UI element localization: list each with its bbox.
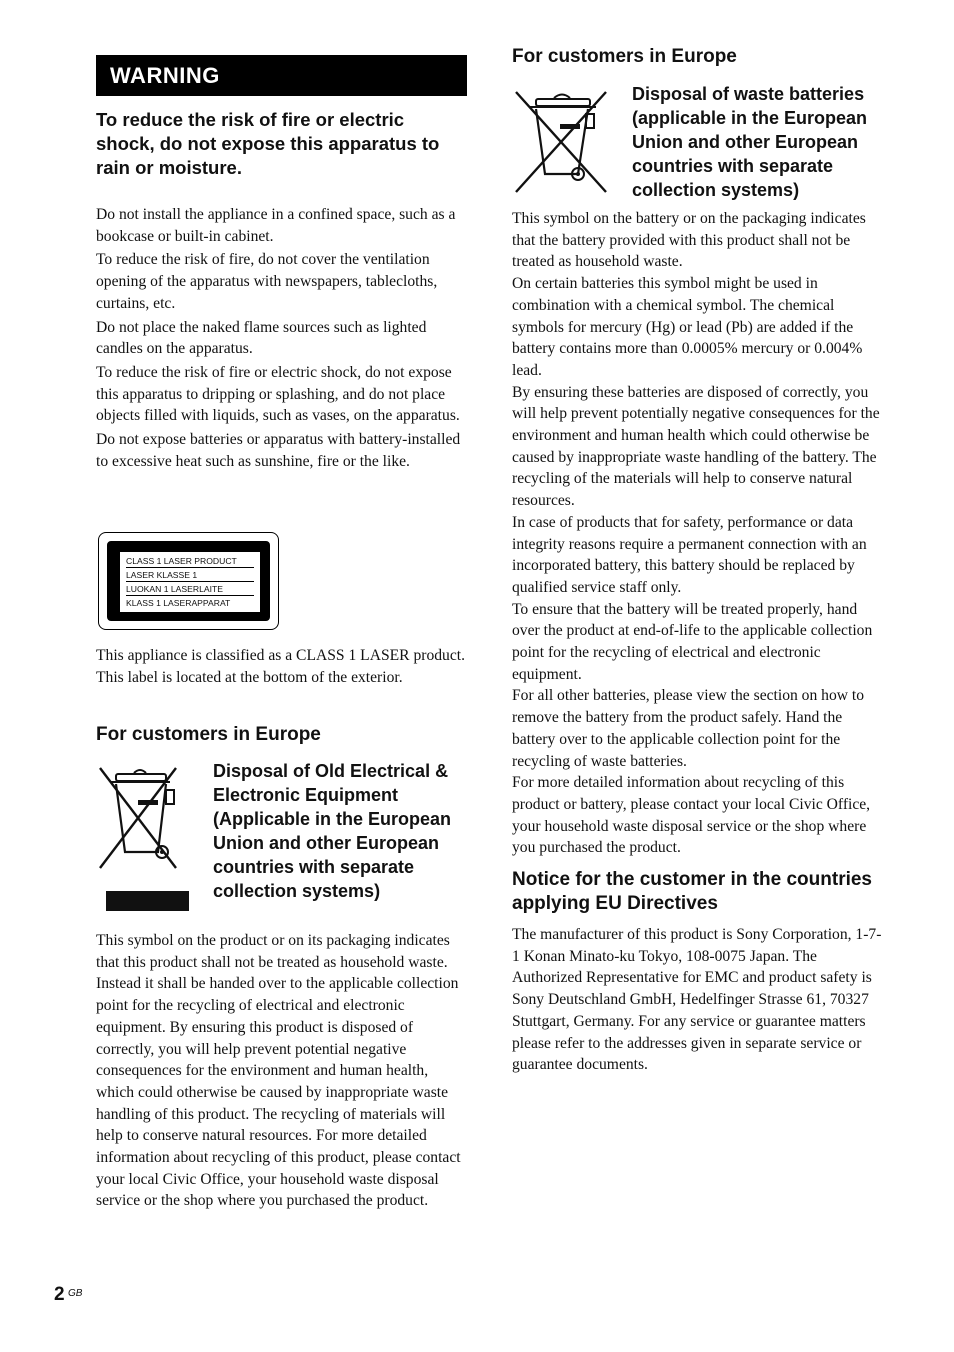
paragraph: For more detailed information about recycling of this product or battery, please contact your local Civic Office, your household waste disposal service or the shop where you purchased the product. <box>512 774 871 857</box>
warning-paragraphs <box>96 204 466 474</box>
paragraph: By ensuring these batteries are disposed of correctly, you will help prevent potentially negative consequences for the environment and human health which could otherwise be caused by inappropriate waste handling of the battery. The recycling of the materials will help to conserve natural resources. <box>512 383 880 510</box>
laser-label-frame <box>107 541 270 621</box>
risk-heading: To reduce the risk of fire or electric shock, do not expose this apparatus to rain or moisture. <box>96 109 440 178</box>
battery-paragraphs <box>512 208 884 859</box>
weee-disposal-text: This symbol on the product or on its packaging indicates that this product shall not be treated as household waste. Instead it shall be handed over to the applicable collection point for the recycling of electrical and electronic equipment. By ensuring this product is disposed of correctly, you will help prevent potential negative consequences for the environment and human health, which could otherwise be caused by inappropriate waste handling of this product. The recycling of materials will help to conserve natural resources. For more detailed information about recycling of this product, please contact your local Civic Office, your household waste disposal service or the shop where you purchased the product. <box>96 932 461 1210</box>
warning-banner <box>96 55 467 96</box>
paragraph: To reduce the risk of fire, do not cover the ventilation opening of the apparatus with newspapers, tablecloths, curtains, etc. <box>96 251 438 312</box>
paragraph: To reduce the risk of fire or electric shock, do not expose this apparatus to dripping or splashing, and do not place objects filled with liquids, such as vases, on the apparatus. <box>96 363 460 425</box>
weee-disposal-title: Disposal of Old Electrical & Electronic Equipment (Applicable in the European Union and other European countries with separate collection systems) <box>213 761 452 901</box>
paragraph: For all other batteries, please view the section on how to remove the battery from the product safely. Hand the battery over to the applicable collection point for the recycling of waste batteries. <box>512 687 865 770</box>
page-suffix: GB <box>68 1288 83 1299</box>
paragraph: This symbol on the battery or on the packaging indicates that the battery provided with this product shall not be treated as household waste. <box>512 210 866 271</box>
europe-heading-right: For customers in Europe <box>512 46 737 67</box>
paragraph: To ensure that the battery will be treated properly, hand over the product at end-of-life to the applicable collection point for the recycling of electrical and electronic equipment. <box>512 600 873 683</box>
paragraph: Do not place the naked flame sources such as lighted candles on the apparatus. <box>96 318 427 358</box>
laser-label-line: KLASS 1 LASERAPPARAT <box>126 598 231 608</box>
warning-title: WARNING <box>110 63 220 88</box>
crossed-out-wheelie-bin-icon <box>98 764 182 874</box>
eu-directives-heading: Notice for the customer in the countries applying EU Directives <box>512 869 872 914</box>
weee-black-bar <box>106 891 189 911</box>
paragraph: In case of products that for safety, performance or data integrity reasons require a permanent connection with an incorporated battery, this battery should be replaced by qualified service staff only. <box>512 513 867 596</box>
laser-label-line: LASER KLASSE 1 <box>126 569 254 582</box>
laser-label-text-area <box>120 552 260 612</box>
laser-label-line: LUOKAN 1 LASERLAITE <box>126 583 254 596</box>
paragraph: On certain batteries this symbol might be used in combination with a chemical symbol. The chemical symbols for mercury (Hg) or lead (Pb) are added if the battery contains more than 0.0005% mercury or 0.004% lead. <box>512 275 863 379</box>
laser-label-line: CLASS 1 LASER PRODUCT <box>126 555 254 568</box>
laser-class-label <box>98 532 279 630</box>
battery-disposal-title: Disposal of waste batteries (applicable in the European Union and other European countries with separate collection systems) <box>632 84 868 200</box>
europe-heading-left: For customers in Europe <box>96 724 321 745</box>
crossed-out-wheelie-bin-icon <box>514 88 610 196</box>
laser-note: This appliance is classified as a CLASS 1 LASER product. This label is located at the bottom of the exterior. <box>96 647 465 686</box>
paragraph: Do not expose batteries or apparatus with battery-installed to excessive heat such as sunshine, fire or the like. <box>96 431 461 470</box>
paragraph: Do not install the appliance in a confined space, such as a bookcase or built-in cabinet. <box>96 206 456 245</box>
page-number: 2 <box>54 1284 65 1305</box>
eu-directives-text: The manufacturer of this product is Sony Corporation, 1-7-1 Konan Minato-ku Tokyo, 108-0075 Japan. The Authorized Representative for EMC and product safety is Sony Deutschland GmbH, Hedelfinger Strasse 61, 70327 Stuttgart, Germany. For any service or guarantee matters please refer to the addresses given in separate service or guarantee documents. <box>512 926 882 1074</box>
